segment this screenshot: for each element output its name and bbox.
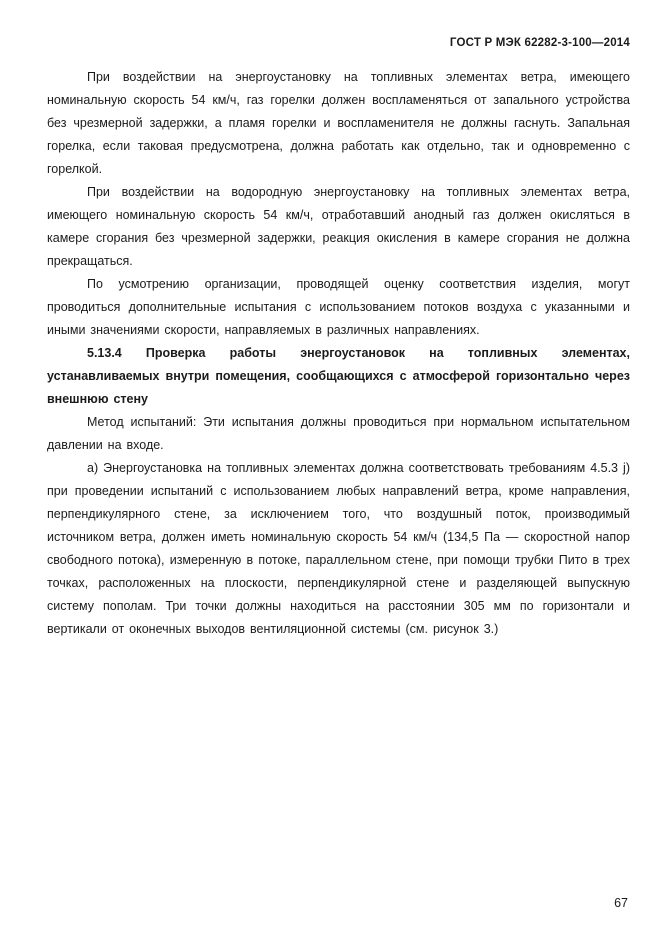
document-header [47, 36, 630, 50]
document-body [47, 66, 630, 641]
section-heading-5-13-4: 5.13.4 Проверка работы энергоустановок на топливных элементах, устанавливаемых внутри помещения, сообщающихся с атмосферой горизонтально через внешнюю стену [47, 346, 630, 406]
paragraph-hydrogen-anode-gas: При воздействии на водородную энергоустановку на топливных элементах ветра, имеющего номинальную скорость 54 км/ч, отработавший анодный газ должен окисляться в камере сгорания без чрезмерной задержки, реакция окисления в камере сгорания не должна прекращаться. [47, 185, 630, 268]
doc-number: ГОСТ Р МЭК 62282-3-100—2014 [449, 37, 630, 49]
paragraph-item-a: а) Энергоустановка на топливных элементах должна соответствовать требованиям 4.5.3 j) при проведении испытаний с использованием любых направлений ветра, кроме направления, перпендикулярного стене, за исключением того, что воздушный поток, производимый источником ветра, должен иметь номинальную скорость 54 км/ч (134,5 Па — скоростной напор свободного потока), измеренную в потоке, параллельном стене, при помощи трубки Пито в трех точках, расположенных на плоскости, перпендикулярной стене и разделяющей выпускную систему пополам. Три точки должны находиться на расстоянии 305 мм по горизонтали и вертикали от оконечных выходов вентиляционной системы (см. рисунок 3.) [47, 461, 630, 636]
page-number: 67 [614, 896, 628, 910]
paragraph-test-method: Метод испытаний: Эти испытания должны проводиться при нормальном испытательном давлении на входе. [47, 415, 630, 452]
paragraph-wind-burner: При воздействии на энергоустановку на топливных элементах ветра, имеющего номинальную скорость 54 км/ч, газ горелки должен воспламеняться от запального устройства без чрезмерной задержки, а пламя горелки и воспламенителя не должны гаснуть. Запальная горелка, если таковая предусмотрена, должна работать как отдельно, так и одновременно с горелкой. [47, 70, 630, 176]
paragraph-additional-tests: По усмотрению организации, проводящей оценку соответствия изделия, могут проводиться дополнительные испытания с использованием потоков воздуха с указанными и иными значениями скорости, направляемых в различных направлениях. [47, 277, 630, 337]
